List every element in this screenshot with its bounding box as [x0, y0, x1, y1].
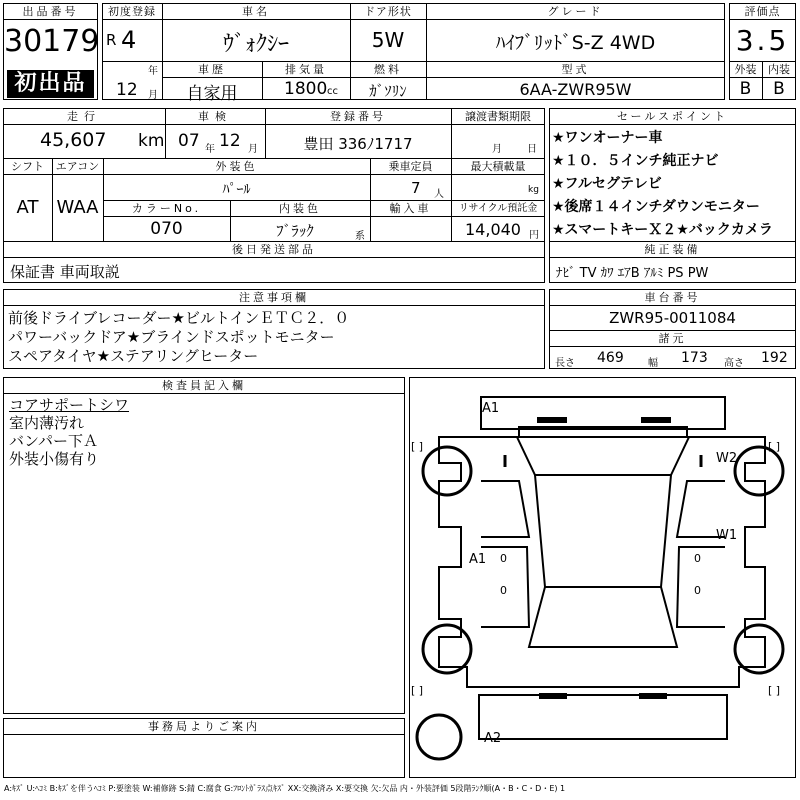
inspector-line: コアサポートシワ [9, 396, 130, 414]
inspection-month-unit: 月 [248, 144, 258, 155]
transfer-month-unit: 月 [492, 144, 502, 155]
capacity-label: 乗車定員 [388, 160, 433, 173]
sales-points-list [552, 127, 773, 242]
ac-label: エアコン [55, 160, 100, 173]
exterior-color: ﾊﾟｰﾙ [222, 182, 251, 198]
capacity-unit: 人 [434, 189, 444, 200]
equipment-item: TV [579, 266, 597, 281]
width: 173 [681, 350, 708, 366]
era-letter: R [106, 31, 117, 49]
shift-label: シフト [11, 160, 44, 173]
mileage-unit: km [138, 131, 165, 151]
equipment-item: ｴｱB [617, 266, 640, 281]
month-unit: 月 [148, 90, 158, 101]
height-label: 高さ [724, 358, 744, 369]
notes-line: 前後ドライブレコーダー★ビルトインＥＴＣ２．０ [8, 309, 350, 327]
equipment-item: PS [667, 266, 684, 281]
max-load-unit: kg [528, 185, 539, 195]
registration-year: 4 [121, 26, 137, 54]
inspector-line: 室内薄汚れ [9, 414, 85, 432]
chassis-number: ZWR95-0011084 [609, 309, 736, 327]
diagram-zero: 0 [694, 552, 701, 565]
later-parts-label: 後日発送部品 [232, 243, 316, 256]
diagram-bracket: [ ] [768, 684, 781, 697]
grade-label: グレード [547, 5, 604, 18]
import-car-label: 輸入車 [389, 202, 432, 215]
score: 3.5 [735, 24, 790, 57]
lot-number-cell [3, 3, 98, 100]
damage-mark: W1 [716, 528, 738, 543]
damage-mark: A1 [482, 401, 500, 416]
notes-lines [8, 309, 349, 366]
diagram-bracket: [ ] [768, 440, 781, 453]
car-name-label: 車名 [242, 5, 270, 18]
ac: WAA [56, 197, 99, 218]
diagram-zero: 0 [500, 552, 507, 565]
inspector-lines [9, 396, 129, 468]
first-registration-label: 初度登録 [108, 5, 156, 18]
shift: AT [16, 197, 39, 218]
displacement-unit: cc [327, 86, 338, 97]
interior-grade: B [773, 79, 785, 99]
displacement: 1800 [284, 79, 328, 99]
transfer-deadline-label: 譲渡書類期限 [465, 110, 531, 123]
mileage: 45,607 [40, 129, 107, 151]
sales-points-label: セールスポイント [616, 110, 728, 123]
recycle-deposit: 14,040 [465, 220, 521, 239]
diagram-zero: 0 [500, 584, 507, 597]
grade: ﾊｲﾌﾞﾘｯﾄﾞS-Z 4WD [495, 32, 656, 54]
notes-line: スペアタイヤ★ステアリングヒーター [8, 347, 259, 365]
door-type: 5W [371, 28, 405, 52]
displacement-label: 排気量 [285, 63, 327, 76]
notes-label: 注意事項欄 [239, 291, 309, 304]
mileage-label: 走行 [67, 110, 101, 123]
diagram-bracket: [ ] [411, 684, 424, 697]
later-parts: 保証書 車両取説 [10, 263, 120, 281]
notes-line: パワーバックドア★ブラインドスポットモニター [8, 328, 335, 346]
inspector-line: 外装小傷有り [9, 450, 100, 468]
sales-point-item: ★スマートキーＸ２★バックカメラ [552, 222, 773, 238]
exterior-grade-label: 外装 [734, 63, 757, 76]
diagram-bracket: [ ] [411, 440, 424, 453]
registration-month: 12 [116, 80, 138, 100]
inspection-year-unit: 年 [205, 144, 215, 155]
specs-label: 諸元 [658, 332, 687, 345]
max-load-label: 最大積載量 [470, 160, 526, 173]
fuel-label: 燃料 [374, 63, 402, 76]
equipment-item: ｱﾙﾐ [643, 266, 664, 281]
lot-number-label: 出品番号 [4, 4, 97, 20]
plate: 豊田 336ﾉ1717 [303, 135, 413, 153]
interior-color: ﾌﾞﾗｯｸ [276, 222, 314, 240]
interior-grade-label: 内装 [768, 63, 790, 76]
sales-point-item: ★ワンオーナー車 [552, 130, 663, 146]
recycle-deposit-unit: 円 [529, 230, 539, 241]
equipment-item: PW [687, 266, 709, 281]
plate-label: 登録番号 [330, 110, 386, 123]
damage-mark: W2 [716, 451, 738, 466]
width-label: 幅 [648, 358, 658, 369]
score-label: 評価点 [744, 5, 781, 18]
inspection-month: 12 [219, 131, 241, 151]
lot-number: 30179 [4, 24, 100, 59]
capacity: 7 [411, 179, 421, 197]
height: 192 [761, 350, 788, 366]
year-unit: 年 [148, 66, 158, 77]
length-label: 長さ [555, 358, 575, 369]
exterior-color-label: 外装色 [215, 160, 258, 173]
sales-point-item: ★後席１４インチダウンモニター [552, 199, 760, 215]
history-label: 車歴 [198, 63, 226, 76]
color-number-label: カラーNo. [131, 202, 202, 215]
inspection-year: 07 [178, 131, 200, 151]
equipment-list [556, 262, 708, 281]
exterior-grade: B [739, 79, 752, 99]
transfer-day-unit: 日 [527, 144, 537, 155]
inspection-label: 車検 [198, 110, 232, 123]
sales-point-item: ★１０．５インチ純正ナビ [552, 153, 719, 169]
inspector-label: 検査員記入欄 [162, 379, 246, 392]
inspector-line: バンパー下Ａ [9, 432, 98, 450]
length: 469 [597, 350, 624, 366]
car-outline-diagram [409, 377, 796, 778]
office-label: 事務局よりご案内 [148, 720, 260, 733]
model-label: 型式 [561, 63, 590, 76]
first-listing-badge: 初出品 [7, 70, 94, 98]
model: 6AA-ZWR95W [519, 80, 632, 99]
recycle-deposit-label: リサイクル預託金 [458, 203, 538, 214]
door-type-label: ドア形状 [364, 5, 412, 18]
equipment-label: 純正装備 [644, 243, 701, 256]
equipment-item: ｶﾜ [600, 266, 614, 281]
equipment-item: ﾅﾋﾞ [556, 266, 576, 281]
fuel: ｶﾞｿﾘﾝ [369, 82, 407, 100]
car-name: ｳﾞｫｸｼｰ [222, 32, 289, 57]
diagram-zero: 0 [694, 584, 701, 597]
sales-point-item: ★フルセグテレビ [552, 176, 662, 192]
interior-color-label: 内装色 [279, 202, 321, 215]
history: 自家用 [186, 84, 238, 104]
interior-color-unit: 系 [355, 231, 365, 242]
legend: A:ｷｽﾞ U:ﾍｺﾐ B:ｷｽﾞを伴うﾍｺﾐ P:要塗装 W:補修跡 S:錆 C:腐食 G:ﾌﾛﾝﾄｶﾞﾗｽ点ｷｽﾞ XX:交換済み X:要交換 欠:欠品 内・外装評価 5段階ﾗﾝｸ順(A・B・C・D・E) 1 [4, 784, 566, 793]
damage-mark: A1 [469, 552, 487, 567]
chassis-label: 車台番号 [644, 291, 701, 304]
color-number: 070 [150, 219, 183, 239]
damage-mark: A2 [484, 731, 502, 746]
